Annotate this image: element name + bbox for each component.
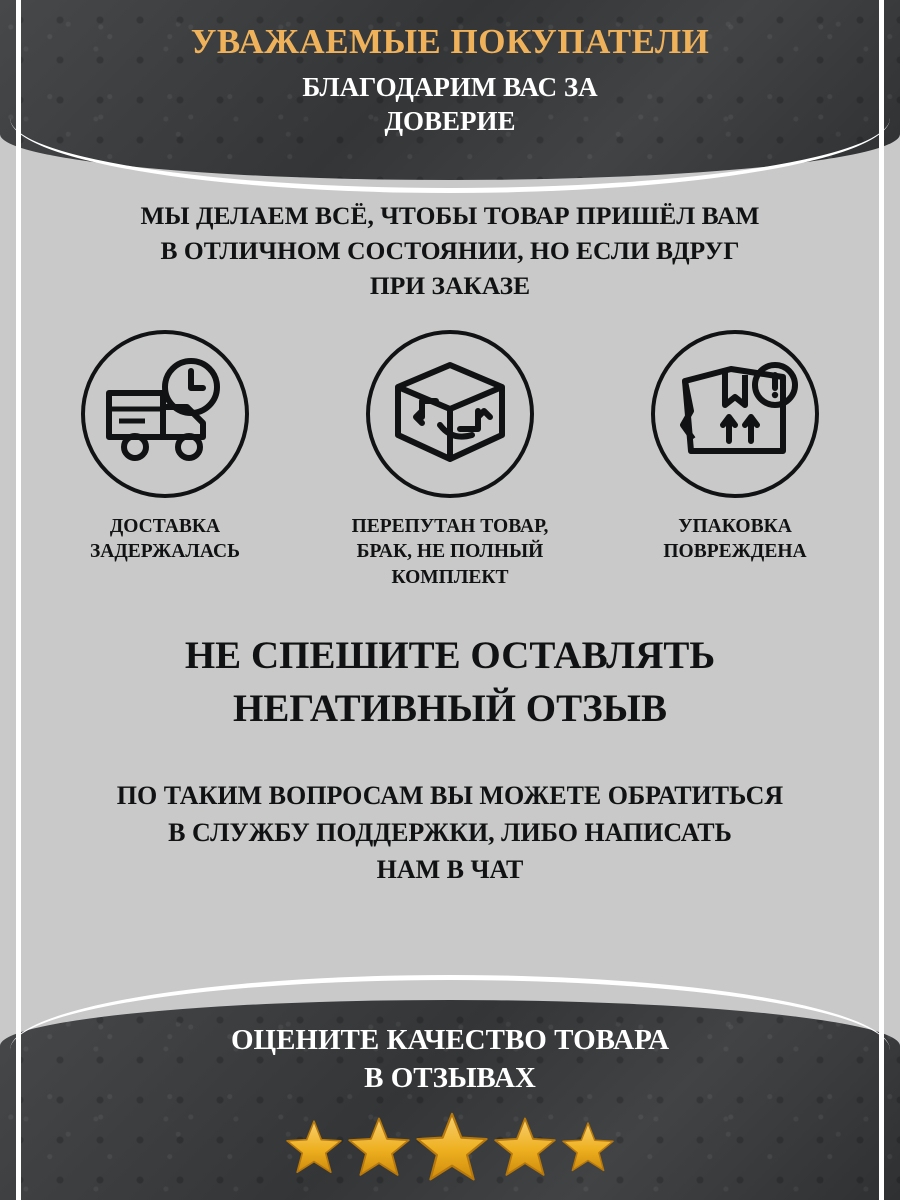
header-subtitle-line1: БЛАГОДАРИМ ВАС ЗА	[302, 71, 598, 102]
issue-caption-line2: БРАК, НЕ ПОЛНЫЙ	[356, 541, 544, 563]
delivery-truck-clock-icon	[81, 330, 249, 498]
issue-caption-damaged-package	[663, 514, 806, 565]
issue-caption-line1: УПАКОВКА	[678, 516, 792, 537]
issue-item-damaged-package	[610, 330, 860, 590]
star-icon[interactable]	[494, 1116, 556, 1178]
issue-caption-line2: ПОВРЕЖДЕНА	[663, 541, 807, 563]
right-border-line	[879, 0, 884, 1200]
support-message-line2: В СЛУЖБУ ПОДДЕРЖКИ, ЛИБО НАПИСАТЬ	[168, 817, 732, 847]
header	[0, 0, 900, 138]
support-message-line3: НАМ В ЧАТ	[376, 854, 524, 884]
support-message	[50, 778, 850, 889]
issue-caption-line3: КОМПЛЕКТ	[391, 566, 509, 588]
issue-item-wrong-or-defective	[325, 330, 575, 590]
header-subtitle-line2: ДОВЕРИЕ	[384, 105, 516, 136]
box-return-arrow-icon	[366, 330, 534, 498]
intro-line2: В ОТЛИЧНОМ СОСТОЯНИИ, НО ЕСЛИ ВДРУГ	[160, 236, 740, 266]
issue-icons-row	[40, 330, 860, 590]
star-icon[interactable]	[416, 1111, 488, 1183]
star-icon[interactable]	[348, 1116, 410, 1178]
issue-caption-line1: ПЕРЕПУТАН ТОВАР,	[351, 516, 549, 537]
footer-title-line1: ОЦЕНИТЕ КАЧЕСТВО ТОВАРА	[230, 1024, 670, 1056]
issue-item-delivery-delayed	[40, 330, 290, 590]
header-title: УВАЖАЕМЫЕ ПОКУПАТЕЛИ	[190, 22, 710, 61]
footer-title	[0, 1022, 900, 1097]
star-icon[interactable]	[562, 1121, 614, 1173]
header-subtitle	[0, 71, 900, 139]
intro-text	[60, 198, 840, 304]
footer-title-line2: В ОТЗЫВАХ	[364, 1061, 536, 1094]
left-border-line	[16, 0, 21, 1200]
intro-line1: МЫ ДЕЛАЕМ ВСЁ, ЧТОБЫ ТОВАР ПРИШЁЛ ВАМ	[140, 201, 760, 230]
support-message-line1: ПО ТАКИМ ВОПРОСАМ ВЫ МОЖЕТЕ ОБРАТИТЬСЯ	[116, 781, 784, 810]
issue-caption-wrong-or-defective	[352, 514, 549, 590]
issue-caption-line2: ЗАДЕРЖАЛАСЬ	[89, 541, 240, 563]
main-message	[60, 630, 840, 735]
damaged-package-icon	[651, 330, 819, 498]
main-message-line2: НЕГАТИВНЫЙ ОТЗЫВ	[233, 686, 667, 730]
issue-caption-line1: ДОСТАВКА	[109, 516, 221, 537]
star-icon[interactable]	[286, 1119, 342, 1175]
main-message-line1: НЕ СПЕШИТЕ ОСТАВЛЯТЬ	[184, 634, 716, 677]
footer	[0, 1022, 900, 1183]
rating-stars[interactable]	[0, 1111, 900, 1183]
intro-line3: ПРИ ЗАКАЗЕ	[369, 271, 531, 301]
issue-caption-delivery-delayed	[90, 514, 240, 565]
